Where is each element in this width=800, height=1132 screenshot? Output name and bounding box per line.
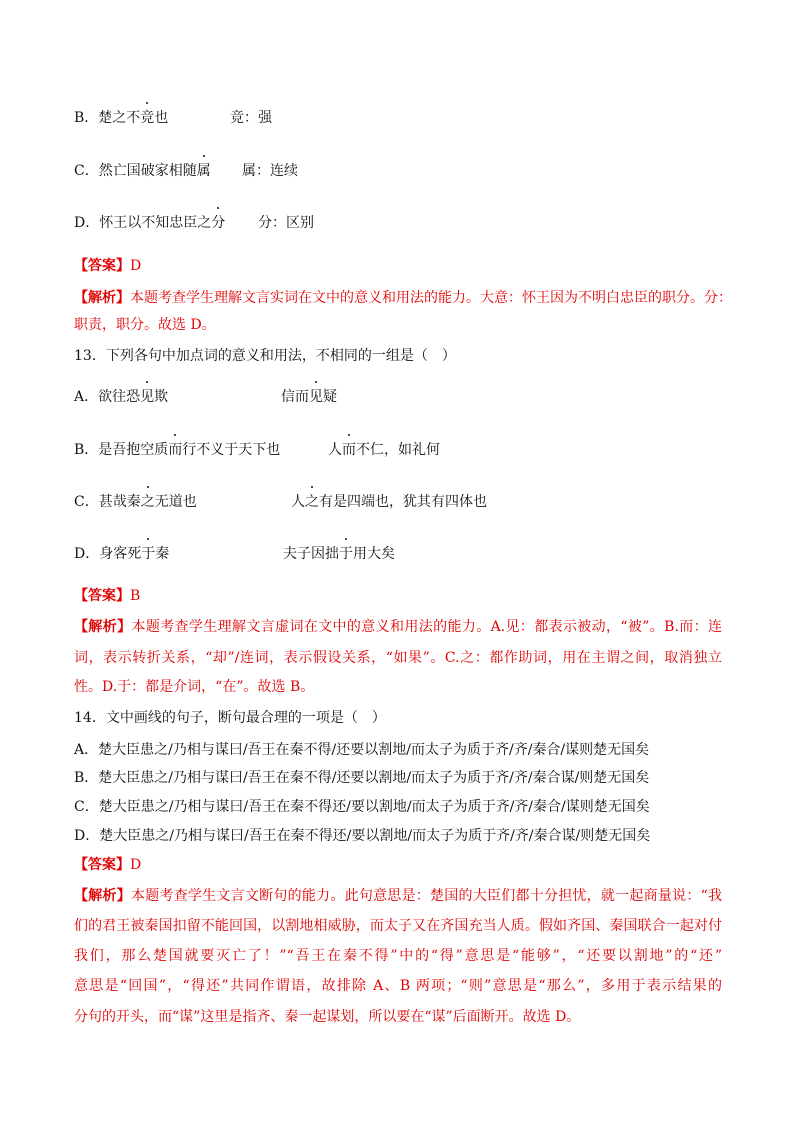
answer-tag: 【答案】: [74, 588, 130, 604]
q13-answer: [74, 586, 140, 606]
answer-value: D: [130, 857, 142, 873]
q13-option-b: [74, 440, 440, 460]
dotted-word: 见: [309, 389, 323, 405]
answer-value: B: [130, 588, 141, 604]
option-text: 秦: [155, 546, 170, 562]
explain-tag: 【解析】: [74, 290, 130, 306]
dotted-word: 而: [342, 442, 356, 458]
q13-option-d: [74, 544, 395, 564]
option-text: 行不义于天下也: [182, 442, 281, 458]
q12-explain-line: 职责，职分。故选 D。: [74, 317, 216, 333]
dotted-word: 而: [168, 442, 183, 458]
q14-explain-line: 我们，那么楚国就要灭亡了！”“吾王在秦不得”中的“得”意思是“能够”，“还要以割地”的“还”: [74, 948, 722, 964]
q14-explain-line: 们的君王被秦国扣留不能回国，以割地相威胁，而太子又在齐国充当人质。假如齐国、秦国联合一起对付: [74, 918, 722, 934]
q14-option-c: C．楚大臣患之/乃相与谋曰/吾王在秦不得还/要以割地/而太子为质于齐/齐/秦合/谋则楚无国矣: [74, 799, 650, 815]
option-right: 夫子因拙于用大矣: [283, 546, 395, 562]
q14-option-a: A．楚大臣患之/乃相与谋曰/吾王在秦不得/还要以割地/而太子为质于齐/齐/秦合/谋则楚无国矣: [74, 742, 650, 758]
option-text: C．然亡国破家相随: [74, 163, 197, 179]
explain-text: 本题考查学生理解文言实词在文中的意义和用法的能力。大意：怀王因为不明白忠臣的职分。分：: [130, 290, 732, 306]
dotted-word: 之: [305, 494, 319, 510]
gloss: 属：连续: [242, 163, 298, 179]
dotted-word: 于: [141, 546, 156, 562]
explain-text: 本题考查学生文言文断句的能力。此句意思是：楚国的大臣们都十分担忧，就一起商量说：“我: [130, 888, 723, 904]
dotted-word: 于: [339, 546, 353, 562]
q13-stem: 13．下列各句中加点词的意义和用法，不相同的一组是（ ）: [74, 348, 456, 364]
answer-tag: 【答案】: [74, 258, 130, 274]
dotted-word: 之: [140, 494, 155, 510]
option-text: D．身客死: [74, 546, 142, 562]
q13-option-a: [74, 387, 337, 407]
dotted-word: 竞: [140, 110, 155, 126]
option-text: 也: [154, 110, 169, 126]
q12-explain-line: [74, 288, 732, 308]
q12-option-b: [74, 108, 272, 128]
q14-stem: 14．文中画线的句子，断句最合理的一项是（ ）: [74, 710, 386, 726]
q12-option-c: [74, 161, 298, 181]
q13-option-c: [74, 492, 487, 512]
q13-explain-line: 词，表示转折关系，“却”/连词，表示假设关系，“如果”。C.之：都作助词，用在主谓之间，取消独立: [74, 650, 722, 666]
q14-option-d: D．楚大臣患之/乃相与谋曰/吾王在秦不得还/要以割地/而太子为质于齐/齐/秦合谋/则楚无国矣: [74, 828, 651, 844]
option-right: 人而不仁，如礼何: [328, 442, 440, 458]
q13-explain-line: [74, 617, 722, 637]
q12-option-d: [74, 213, 314, 233]
dotted-word: 分: [211, 215, 226, 231]
dotted-word: 属: [196, 163, 211, 179]
option-text: 无道也: [154, 494, 197, 510]
gloss: 竞：强: [230, 110, 272, 126]
option-right: 信而见疑: [281, 389, 337, 405]
option-text: 欺: [154, 389, 169, 405]
option-text: B．楚之不: [74, 110, 141, 126]
dotted-word: 见: [140, 389, 155, 405]
q14-explain-line: 意思是“回国”，“得还”共同作谓语，故排除 A、B 两项；“则”意思是“那么”，多用于表示结果的: [74, 978, 722, 994]
q14-explain-line: 分句的开头，而“谋”这里是指齐、秦一起谋划，所以要在“谋”后面断开。故选 D。: [74, 1009, 581, 1025]
q12-answer: [74, 256, 141, 276]
option-right: 人之有是四端也，犹其有四体也: [291, 494, 487, 510]
option-text: A．欲往恐: [74, 389, 141, 405]
q14-answer: [74, 855, 141, 875]
explain-tag: 【解析】: [74, 619, 132, 635]
gloss: 分：区别: [258, 215, 314, 231]
q14-explain-line: [74, 886, 722, 906]
answer-tag: 【答案】: [74, 857, 130, 873]
option-text: B．是吾抱空质: [74, 442, 169, 458]
option-text: D．怀王以不知忠臣之: [74, 215, 212, 231]
q13-explain-line: 性。D.于：都是介词，“在”。故选 B。: [74, 679, 315, 695]
explain-tag: 【解析】: [74, 888, 131, 904]
option-text: C．甚哉秦: [74, 494, 141, 510]
answer-value: D: [130, 258, 142, 274]
q14-option-b: B．楚大臣患之/乃相与谋曰/吾王在秦不得/还要以割地/而太子为质于齐/齐/秦合谋/则楚无国矣: [74, 770, 650, 786]
explain-text: 本题考查学生理解文言虚词在文中的意义和用法的能力。A.见：都表示被动，“被”。B.而：连: [131, 619, 722, 635]
